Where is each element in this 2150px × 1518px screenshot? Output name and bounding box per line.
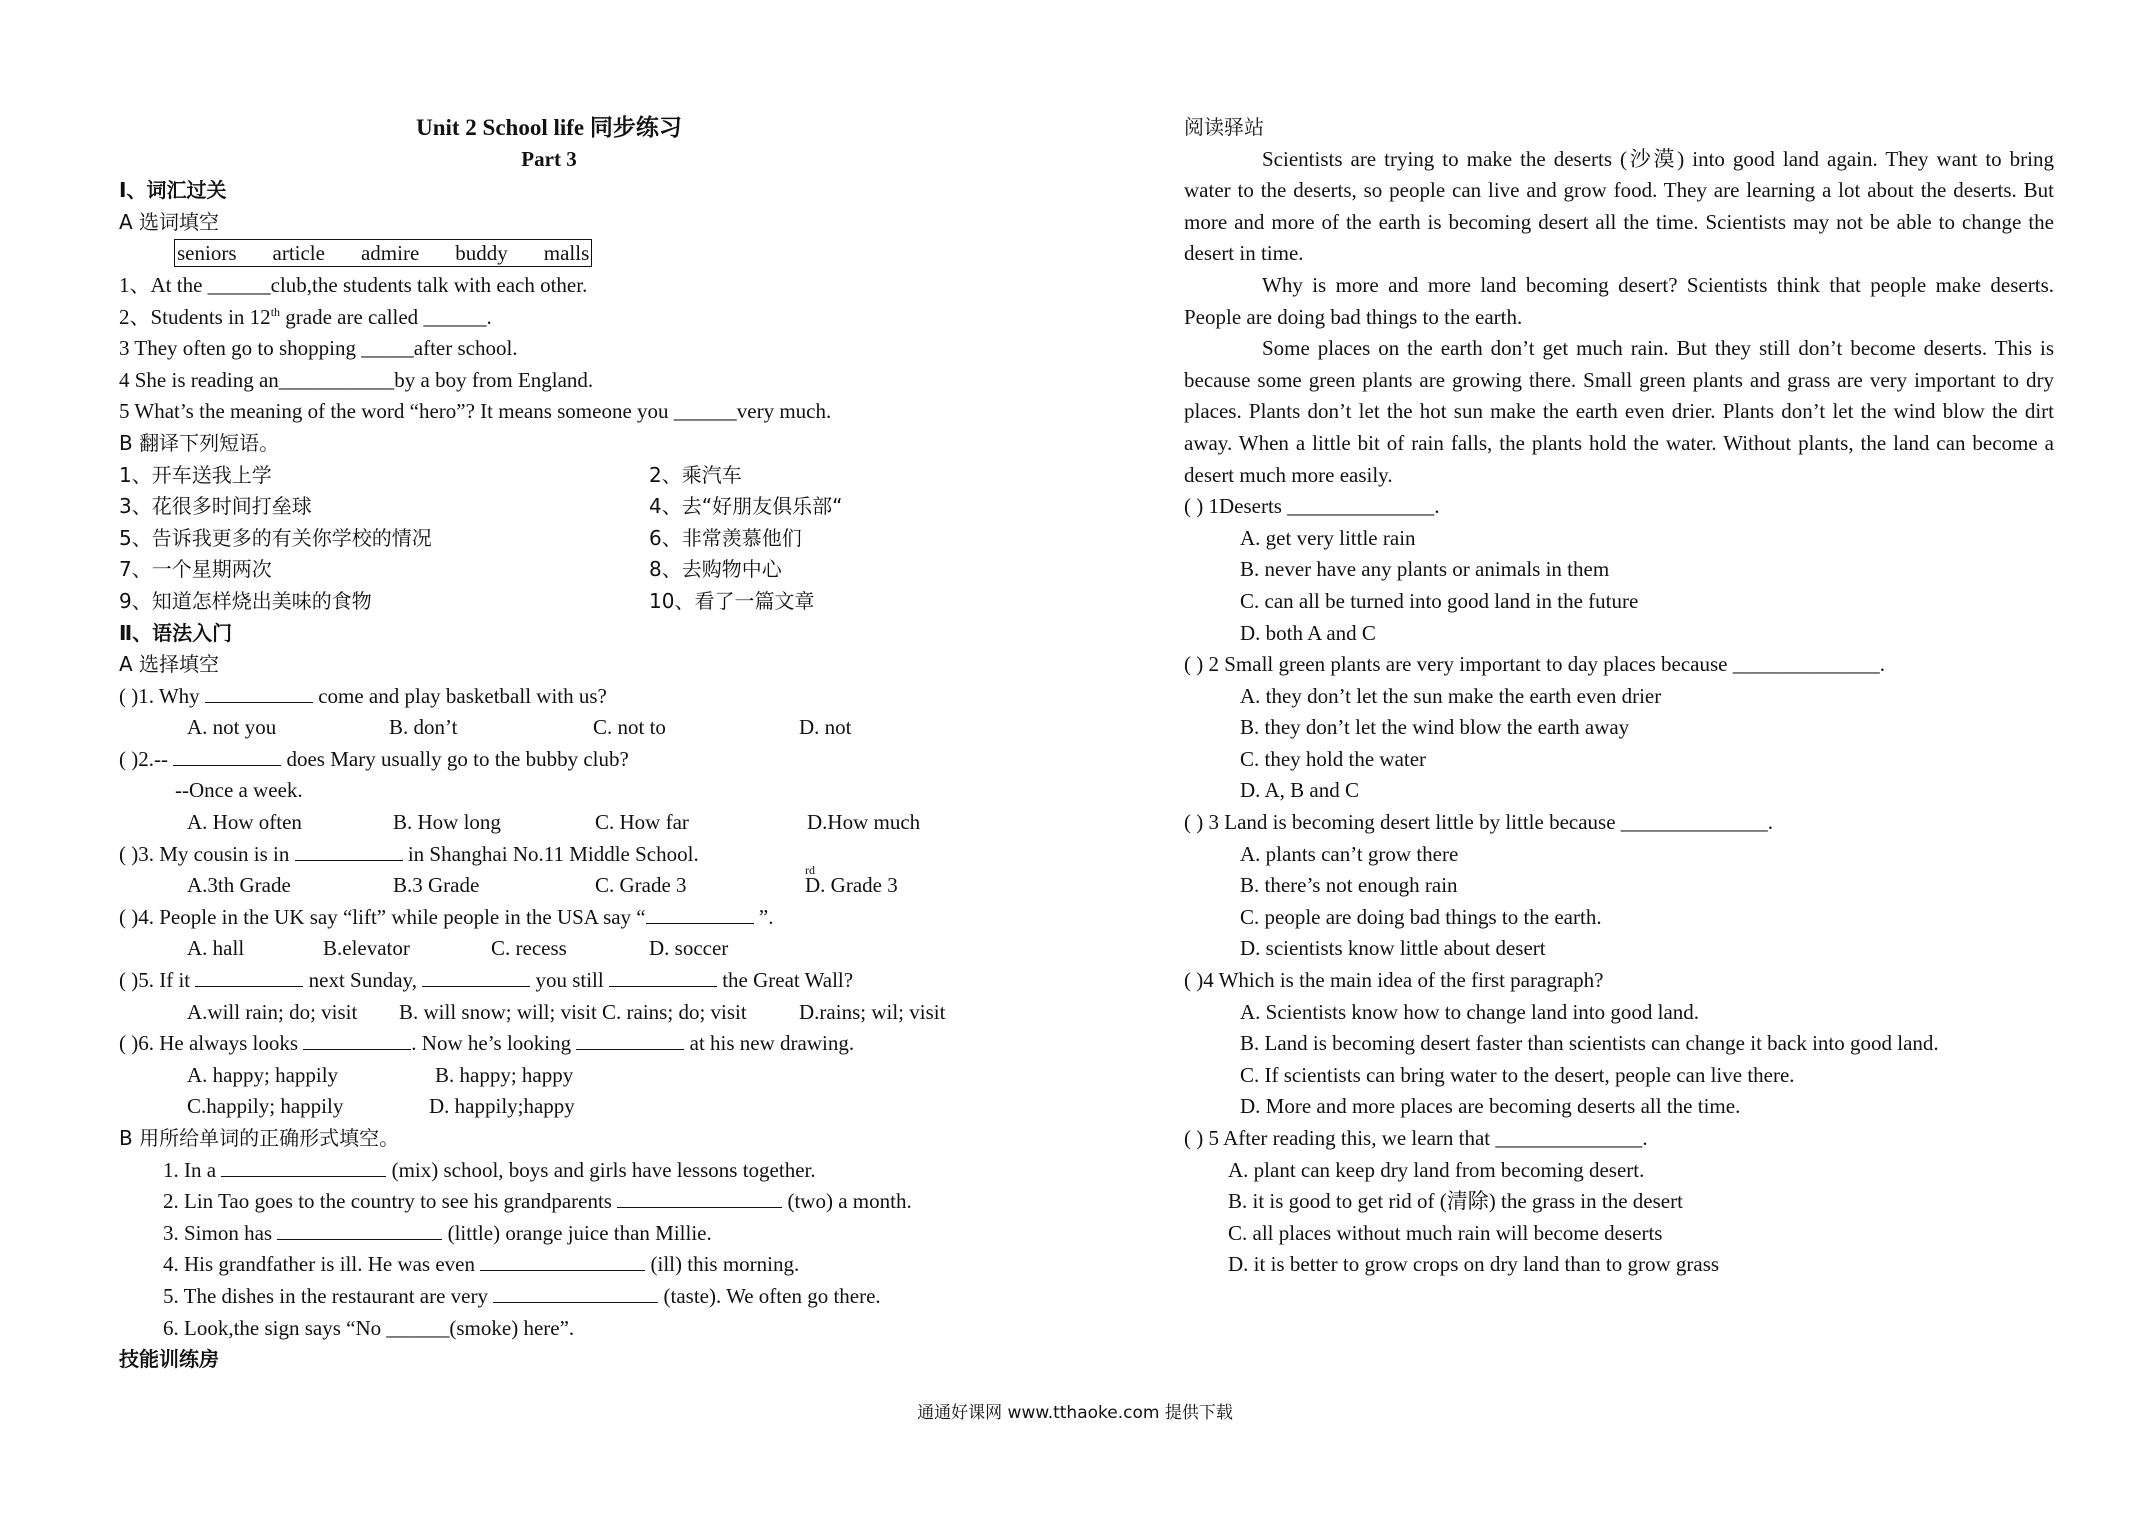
section-grammar-a-heading: A 选择填空: [119, 652, 220, 677]
fill-item-5: 5. The dishes in the restaurant are very (taste). We often go there.: [163, 1283, 881, 1308]
reading-option: A. Scientists know how to change land into good land.: [1240, 999, 1700, 1024]
reading-option: A. plants can’t grow there: [1240, 841, 1459, 866]
reading-option: D. A, B and C: [1240, 778, 1360, 803]
mc-question-3: ( )3. My cousin is in in Shanghai No.11 Middle School.: [119, 841, 699, 866]
word-bank-item: buddy: [455, 241, 508, 266]
reading-option: B. Land is becoming desert faster than scientists can change it back into good land.: [1240, 1031, 1939, 1056]
reading-option: D. it is better to grow crops on dry land than to grow grass: [1228, 1252, 1720, 1277]
mc-options-3: A.3th Grade B.3 Grade C. Grade 3 D. Grade 3 rd: [187, 863, 898, 898]
vocab-item-2: 2、Students in 12th grade are called ______.: [119, 304, 492, 329]
mc-question-5: ( )5. If it next Sunday, you still the Great Wall?: [119, 968, 854, 993]
mc-options-4: A. hall B.elevator C. recess D. soccer: [187, 936, 729, 961]
reading-option: A. get very little rain: [1240, 525, 1416, 550]
phrase-row: 3、花很多时间打垒球 4、去“好朋友俱乐部“: [119, 494, 843, 519]
word-bank-item: seniors: [177, 241, 237, 266]
word-bank-box: [174, 239, 592, 267]
fill-item-4: 4. His grandfather is ill. He was even (ill) this morning.: [163, 1252, 800, 1277]
phrase-row: 5、告诉我更多的有关你学校的情况 6、非常羡慕他们: [119, 525, 802, 550]
mc-question-4: ( )4. People in the UK say “lift” while people in the USA say “ ”.: [119, 904, 774, 929]
section-grammar-b-heading: B 用所给单词的正确形式填空。: [119, 1126, 400, 1150]
reading-question-5: ( ) 5 After reading this, we learn that ______________.: [1184, 1126, 1648, 1150]
fill-item-6: 6. Look,the sign says “No ______(smoke) here”.: [163, 1315, 575, 1340]
vocab-item-5: 5 What’s the meaning of the word “hero”? It means someone you ______very much.: [119, 399, 832, 424]
reading-paragraph-3: Some places on the earth don’t get much rain. But they still don’t become deserts. This is because some green plants are growing there. Small green plants and grass are very important to dry places. Plants don’t let the hot sun make the earth even drier. Plants don’t let the wind blow the dirt away. When a little bit of rain falls, the plants hold the water. Without plants, the land can become a desert much more easily.: [1184, 336, 2054, 487]
part-label: Part 3: [521, 146, 577, 171]
section-skills-heading: 技能训练房: [119, 1347, 219, 1372]
mc-options-2: A. How often B. How long C. How far D.How much: [187, 810, 921, 835]
vocab-item-4: 4 She is reading an___________by a boy from England.: [119, 367, 594, 392]
reading-option: C. all places without much rain will become deserts: [1228, 1220, 1663, 1245]
reading-option: C. If scientists can bring water to the desert, people can live there.: [1240, 1062, 1795, 1087]
section-a-heading: A 选词填空: [119, 209, 220, 234]
right-column: [1184, 112, 2054, 1281]
reading-option: D. More and more places are becoming deserts all the time.: [1240, 1094, 1741, 1119]
phrase-row: 9、知道怎样烧出美味的食物 10、看了一篇文章: [119, 588, 815, 613]
section-vocabulary-heading: Ⅰ、词汇过关: [119, 178, 227, 203]
reading-option: C. they hold the water: [1240, 746, 1427, 771]
reading-question-3: ( ) 3 Land is becoming desert little by little because ______________.: [1184, 810, 1774, 835]
reading-paragraph-2: Why is more and more land becoming desert? Scientists think that people make deserts. People are doing bad things to the earth.: [1184, 272, 2054, 329]
word-bank-item: article: [272, 241, 325, 266]
reading-option: B. there’s not enough rain: [1240, 873, 1458, 898]
mc-question-2-answer: --Once a week.: [175, 778, 303, 803]
reading-option: A. they don’t let the sun make the earth even drier: [1240, 683, 1662, 708]
phrase-row: 7、一个星期两次 8、去购物中心: [119, 557, 782, 582]
word-bank-item: admire: [360, 241, 420, 266]
mc-question-6: ( )6. He always looks . Now he’s looking at his new drawing.: [119, 1031, 855, 1056]
reading-option: B. never have any plants or animals in them: [1240, 557, 1610, 582]
fill-item-1: 1. In a (mix) school, boys and girls have lessons together.: [163, 1157, 816, 1182]
mc-question-1: ( )1. Why come and play basketball with us?: [119, 683, 607, 708]
mc-options-1: A. not you B. don’t C. not to D. not: [187, 715, 852, 740]
vocab-item-1: 1、At the ______club,the students talk with each other.: [119, 272, 588, 297]
mc-options-6: A. happy; happily B. happy; happy: [187, 1062, 574, 1087]
reading-option: D. scientists know little about desert: [1240, 936, 1546, 961]
worksheet-title: Unit 2 School life 同步练习: [416, 115, 682, 140]
reading-option: A. plant can keep dry land from becoming desert.: [1228, 1157, 1645, 1182]
reading-option: D. both A and C: [1240, 620, 1376, 645]
fill-item-3: 3. Simon has (little) orange juice than Millie.: [163, 1220, 712, 1245]
phrase-row: 1、开车送我上学 2、乘汽车: [119, 462, 742, 487]
section-b-heading: B 翻译下列短语。: [119, 430, 280, 455]
word-bank-row: [119, 238, 989, 270]
page-footer: 通通好课网 www.tthaoke.com 提供下载: [917, 1403, 1233, 1423]
section-grammar-heading: Ⅱ、语法入门: [119, 620, 233, 645]
reading-question-2: ( ) 2 Small green plants are very important to day places because ______________.: [1184, 652, 1885, 677]
vocab-item-3: 3 They often go to shopping _____after school.: [119, 336, 518, 361]
mc-options-6b: C.happily; happily D. happily;happy: [187, 1094, 575, 1119]
reading-question-4: ( )4 Which is the main idea of the first paragraph?: [1184, 968, 1604, 993]
reading-option: B. they don’t let the wind blow the earth away: [1240, 715, 1630, 740]
reading-option: C. people are doing bad things to the earth.: [1240, 904, 1602, 929]
word-bank-item: malls: [543, 241, 590, 266]
reading-option: B. it is good to get rid of (清除) the grass in the desert: [1228, 1189, 1683, 1214]
reading-heading: 阅读驿站: [1184, 115, 1264, 139]
fill-item-2: 2. Lin Tao goes to the country to see his grandparents (two) a month.: [163, 1189, 912, 1214]
mc-options-5: A.will rain; do; visit B. will snow; will; visit C. rains; do; visit D.rains; wil; visit: [187, 999, 946, 1024]
mc-question-2: ( )2.-- does Mary usually go to the bubby club?: [119, 746, 629, 771]
reading-paragraph-1: Scientists are trying to make the deserts (沙漠) into good land again. They want to bring water to the deserts, so people can live and grow food. They are learning a lot about the deserts. But more and more of the earth is becoming desert all the time. Scientists may not be able to change the desert in time.: [1184, 146, 2054, 266]
reading-question-1: ( ) 1Deserts ______________.: [1184, 494, 1440, 519]
reading-option: C. can all be turned into good land in the future: [1240, 588, 1639, 613]
left-column: [119, 112, 989, 1376]
